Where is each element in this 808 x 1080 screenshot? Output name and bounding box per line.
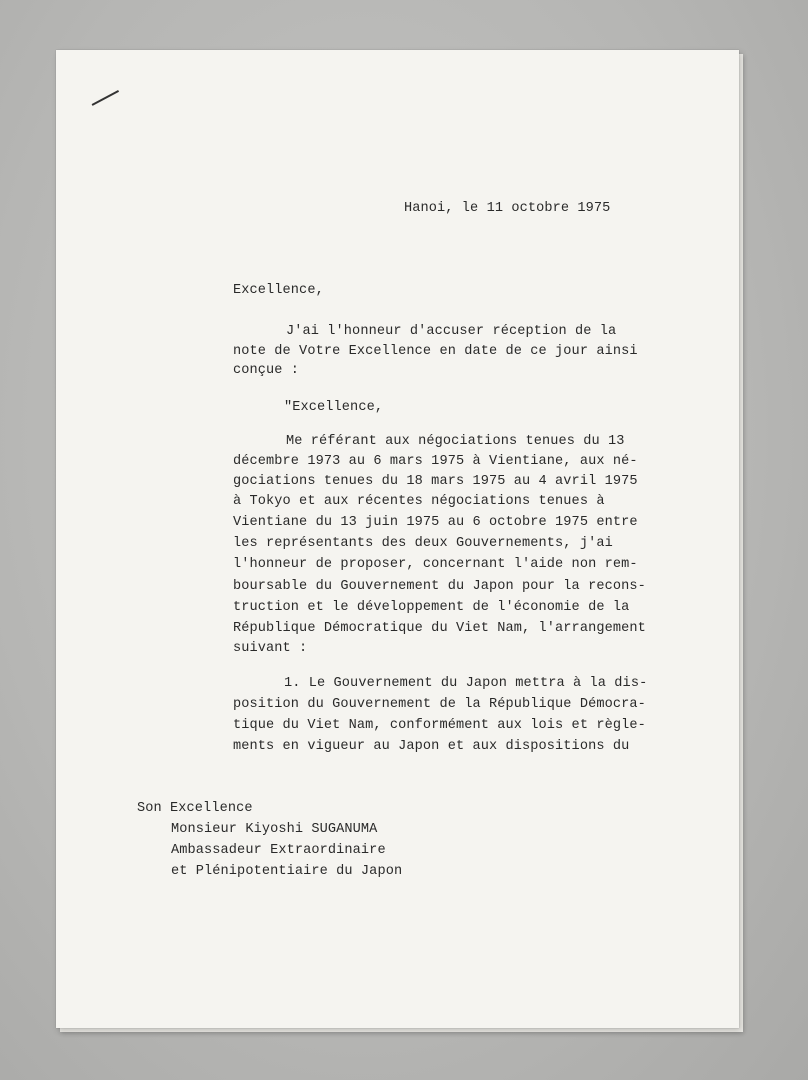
addressee-line-4: et Plénipotentiaire du Japon xyxy=(171,864,403,879)
body-line-4: à Tokyo et aux récentes négociations tenues à xyxy=(233,494,605,509)
body-line-1: Me référant aux négociations tenues du 13 xyxy=(286,434,625,449)
body-line-3: gociations tenues du 18 mars 1975 au 4 avril 1975 xyxy=(233,474,638,489)
date-line: Hanoi, le 11 octobre 1975 xyxy=(404,201,611,216)
body-line-10: République Démocratique du Viet Nam, l'arrangement xyxy=(233,621,646,636)
intro-line-3: conçue : xyxy=(233,363,300,378)
salutation: Excellence, xyxy=(233,283,324,298)
item1-line-4: ments en vigueur au Japon et aux dispositions du xyxy=(233,739,630,754)
body-line-2: décembre 1973 au 6 mars 1975 à Vientiane, aux né- xyxy=(233,454,638,469)
body-line-7: l'honneur de proposer, concernant l'aide non rem- xyxy=(233,557,638,572)
body-line-5: Vientiane du 13 juin 1975 au 6 octobre 1975 entre xyxy=(233,515,638,530)
body-line-9: truction et le développement de l'économie de la xyxy=(233,600,630,615)
body-line-11: suivant : xyxy=(233,641,308,656)
intro-line-2: note de Votre Excellence en date de ce jour ainsi xyxy=(233,344,638,359)
item1-line-1: 1. Le Gouvernement du Japon mettra à la dis- xyxy=(284,676,648,691)
addressee-line-2: Monsieur Kiyoshi SUGANUMA xyxy=(171,822,378,837)
item1-line-2: position du Gouvernement de la République Démocra- xyxy=(233,697,646,712)
item1-line-3: tique du Viet Nam, conformément aux lois et règle- xyxy=(233,718,646,733)
body-line-6: les représentants des deux Gouvernements, j'ai xyxy=(233,536,613,551)
quoted-salutation: "Excellence, xyxy=(284,400,384,415)
addressee-line-3: Ambassadeur Extraordinaire xyxy=(171,843,386,858)
body-line-8: boursable du Gouvernement du Japon pour la recons- xyxy=(233,579,646,594)
addressee-line-1: Son Excellence xyxy=(137,801,253,816)
intro-line-1: J'ai l'honneur d'accuser réception de la xyxy=(286,324,617,339)
